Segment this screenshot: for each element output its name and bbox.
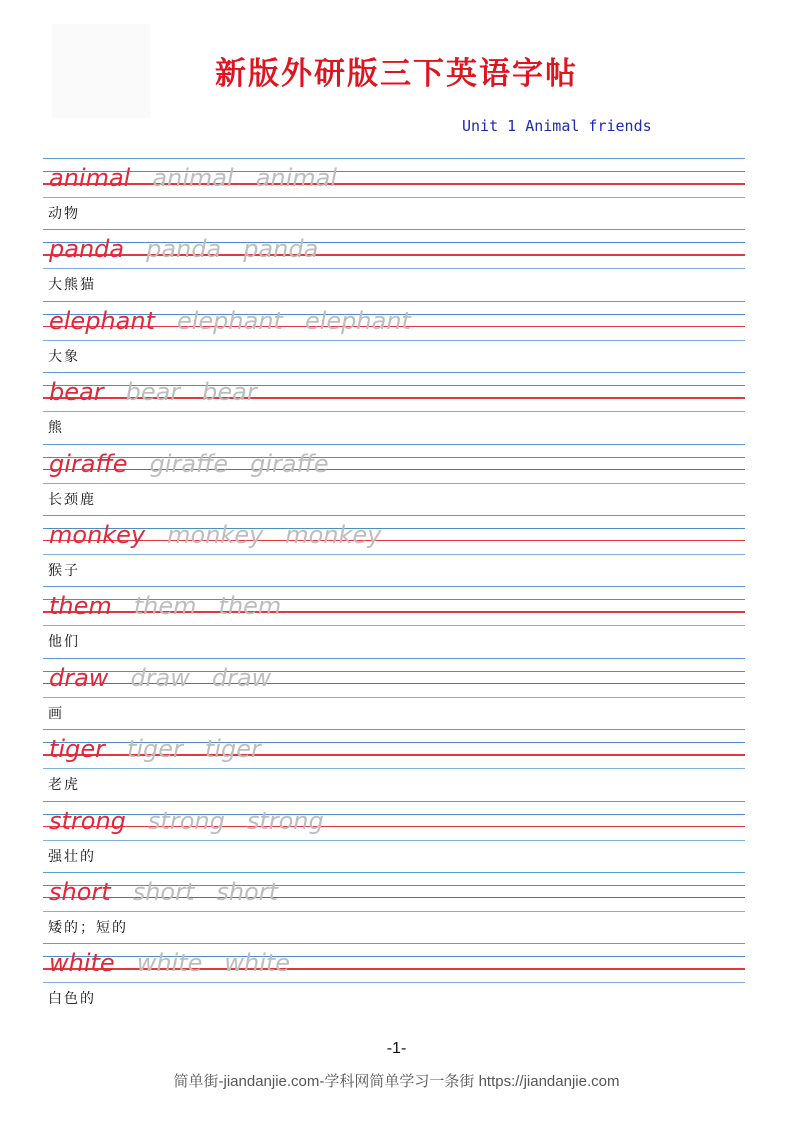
word-line (49, 517, 381, 547)
trace-word: monkey (285, 520, 382, 549)
english-word: monkey (49, 520, 146, 549)
word-line (49, 803, 324, 833)
guide-line (43, 658, 745, 659)
guide-line (43, 372, 745, 373)
guide-line (43, 625, 745, 626)
trace-word: white (224, 949, 291, 978)
word-row (43, 801, 745, 872)
trace-word: short (216, 877, 279, 906)
word-row (43, 943, 745, 1014)
word-line (49, 446, 329, 476)
trace-word: giraffe (250, 449, 329, 478)
word-row (43, 301, 745, 372)
guide-line (43, 411, 745, 412)
english-word: them (49, 592, 112, 621)
english-word: draw (49, 663, 109, 692)
guide-line (43, 444, 745, 445)
word-line (49, 731, 261, 764)
trace-word: them (133, 592, 197, 621)
guide-line (43, 340, 745, 341)
guide-line (43, 943, 745, 944)
word-line (49, 231, 319, 264)
trace-word: white (136, 949, 203, 978)
guide-line (43, 554, 745, 555)
guide-line (43, 483, 745, 484)
trace-word: them (218, 592, 282, 621)
trace-word: strong (246, 806, 324, 835)
trace-word: bear (125, 378, 181, 407)
chinese-meaning: 矮的；短的 (48, 919, 128, 936)
trace-word: draw (211, 663, 272, 692)
word-row (43, 229, 745, 300)
guide-line (43, 801, 745, 802)
english-word: panda (49, 235, 125, 264)
trace-word: elephant (176, 306, 283, 335)
page-title: 新版外研版三下英语字帖 (215, 56, 578, 92)
unit-subtitle: Unit 1 Animal friends (462, 117, 652, 135)
guide-line (43, 768, 745, 769)
guide-line (43, 301, 745, 302)
word-row (43, 586, 745, 657)
english-word: giraffe (49, 449, 128, 478)
chinese-meaning: 画 (48, 705, 64, 722)
guide-line (43, 729, 745, 730)
chinese-meaning: 猴子 (48, 562, 80, 579)
english-word: strong (49, 806, 126, 835)
word-row (43, 158, 745, 229)
trace-word: draw (130, 663, 190, 692)
guide-line (43, 158, 745, 159)
guide-line (43, 515, 745, 516)
trace-word: animal (255, 164, 338, 192)
english-word: elephant (49, 306, 155, 335)
word-row (43, 729, 745, 800)
chinese-meaning: 熊 (48, 420, 64, 437)
chinese-meaning: 强壮的 (48, 848, 96, 865)
chinese-meaning: 大象 (48, 348, 80, 365)
trace-word: panda (146, 235, 222, 264)
english-word: white (49, 949, 115, 978)
footer-text: 简单街-jiandanjie.com-学科网简单学习一条街 https://jiandanjie.com (173, 1073, 620, 1090)
word-row (43, 444, 745, 515)
chinese-meaning: 动物 (48, 206, 80, 222)
word-line (49, 945, 291, 978)
trace-word: bear (202, 378, 257, 407)
guide-line (43, 911, 745, 912)
chinese-meaning: 白色的 (48, 991, 96, 1008)
trace-word: tiger (204, 735, 261, 764)
word-line (49, 588, 282, 621)
guide-line (43, 840, 745, 841)
word-line (49, 660, 271, 690)
trace-word: animal (152, 164, 234, 192)
word-line (49, 874, 278, 904)
trace-word: strong (147, 806, 225, 835)
trace-word: monkey (167, 520, 264, 549)
guide-line (43, 268, 745, 269)
word-row (43, 372, 745, 443)
chinese-meaning: 大熊猫 (48, 277, 96, 294)
guide-line (43, 197, 745, 198)
guide-line (43, 872, 745, 873)
chinese-meaning: 老虎 (48, 777, 80, 794)
guide-line (43, 586, 745, 587)
english-word: short (49, 877, 111, 906)
page-number: -1- (386, 1040, 407, 1057)
english-word: animal (49, 164, 131, 192)
trace-word: giraffe (149, 449, 229, 478)
trace-word: elephant (304, 306, 411, 335)
guide-line (43, 229, 745, 230)
chinese-meaning: 长颈鹿 (48, 491, 96, 508)
guide-line (43, 982, 745, 983)
english-word: tiger (49, 735, 105, 764)
word-row (43, 515, 745, 586)
word-line (49, 303, 411, 333)
word-line (49, 160, 337, 190)
word-line (49, 374, 257, 407)
trace-word: tiger (126, 735, 183, 764)
copybook-sheet (43, 158, 745, 1015)
word-row (43, 658, 745, 729)
guide-line (43, 697, 745, 698)
word-row (43, 872, 745, 943)
trace-word: short (132, 877, 195, 906)
english-word: bear (49, 378, 104, 407)
chinese-meaning: 他们 (48, 634, 80, 651)
trace-word: panda (243, 235, 319, 264)
